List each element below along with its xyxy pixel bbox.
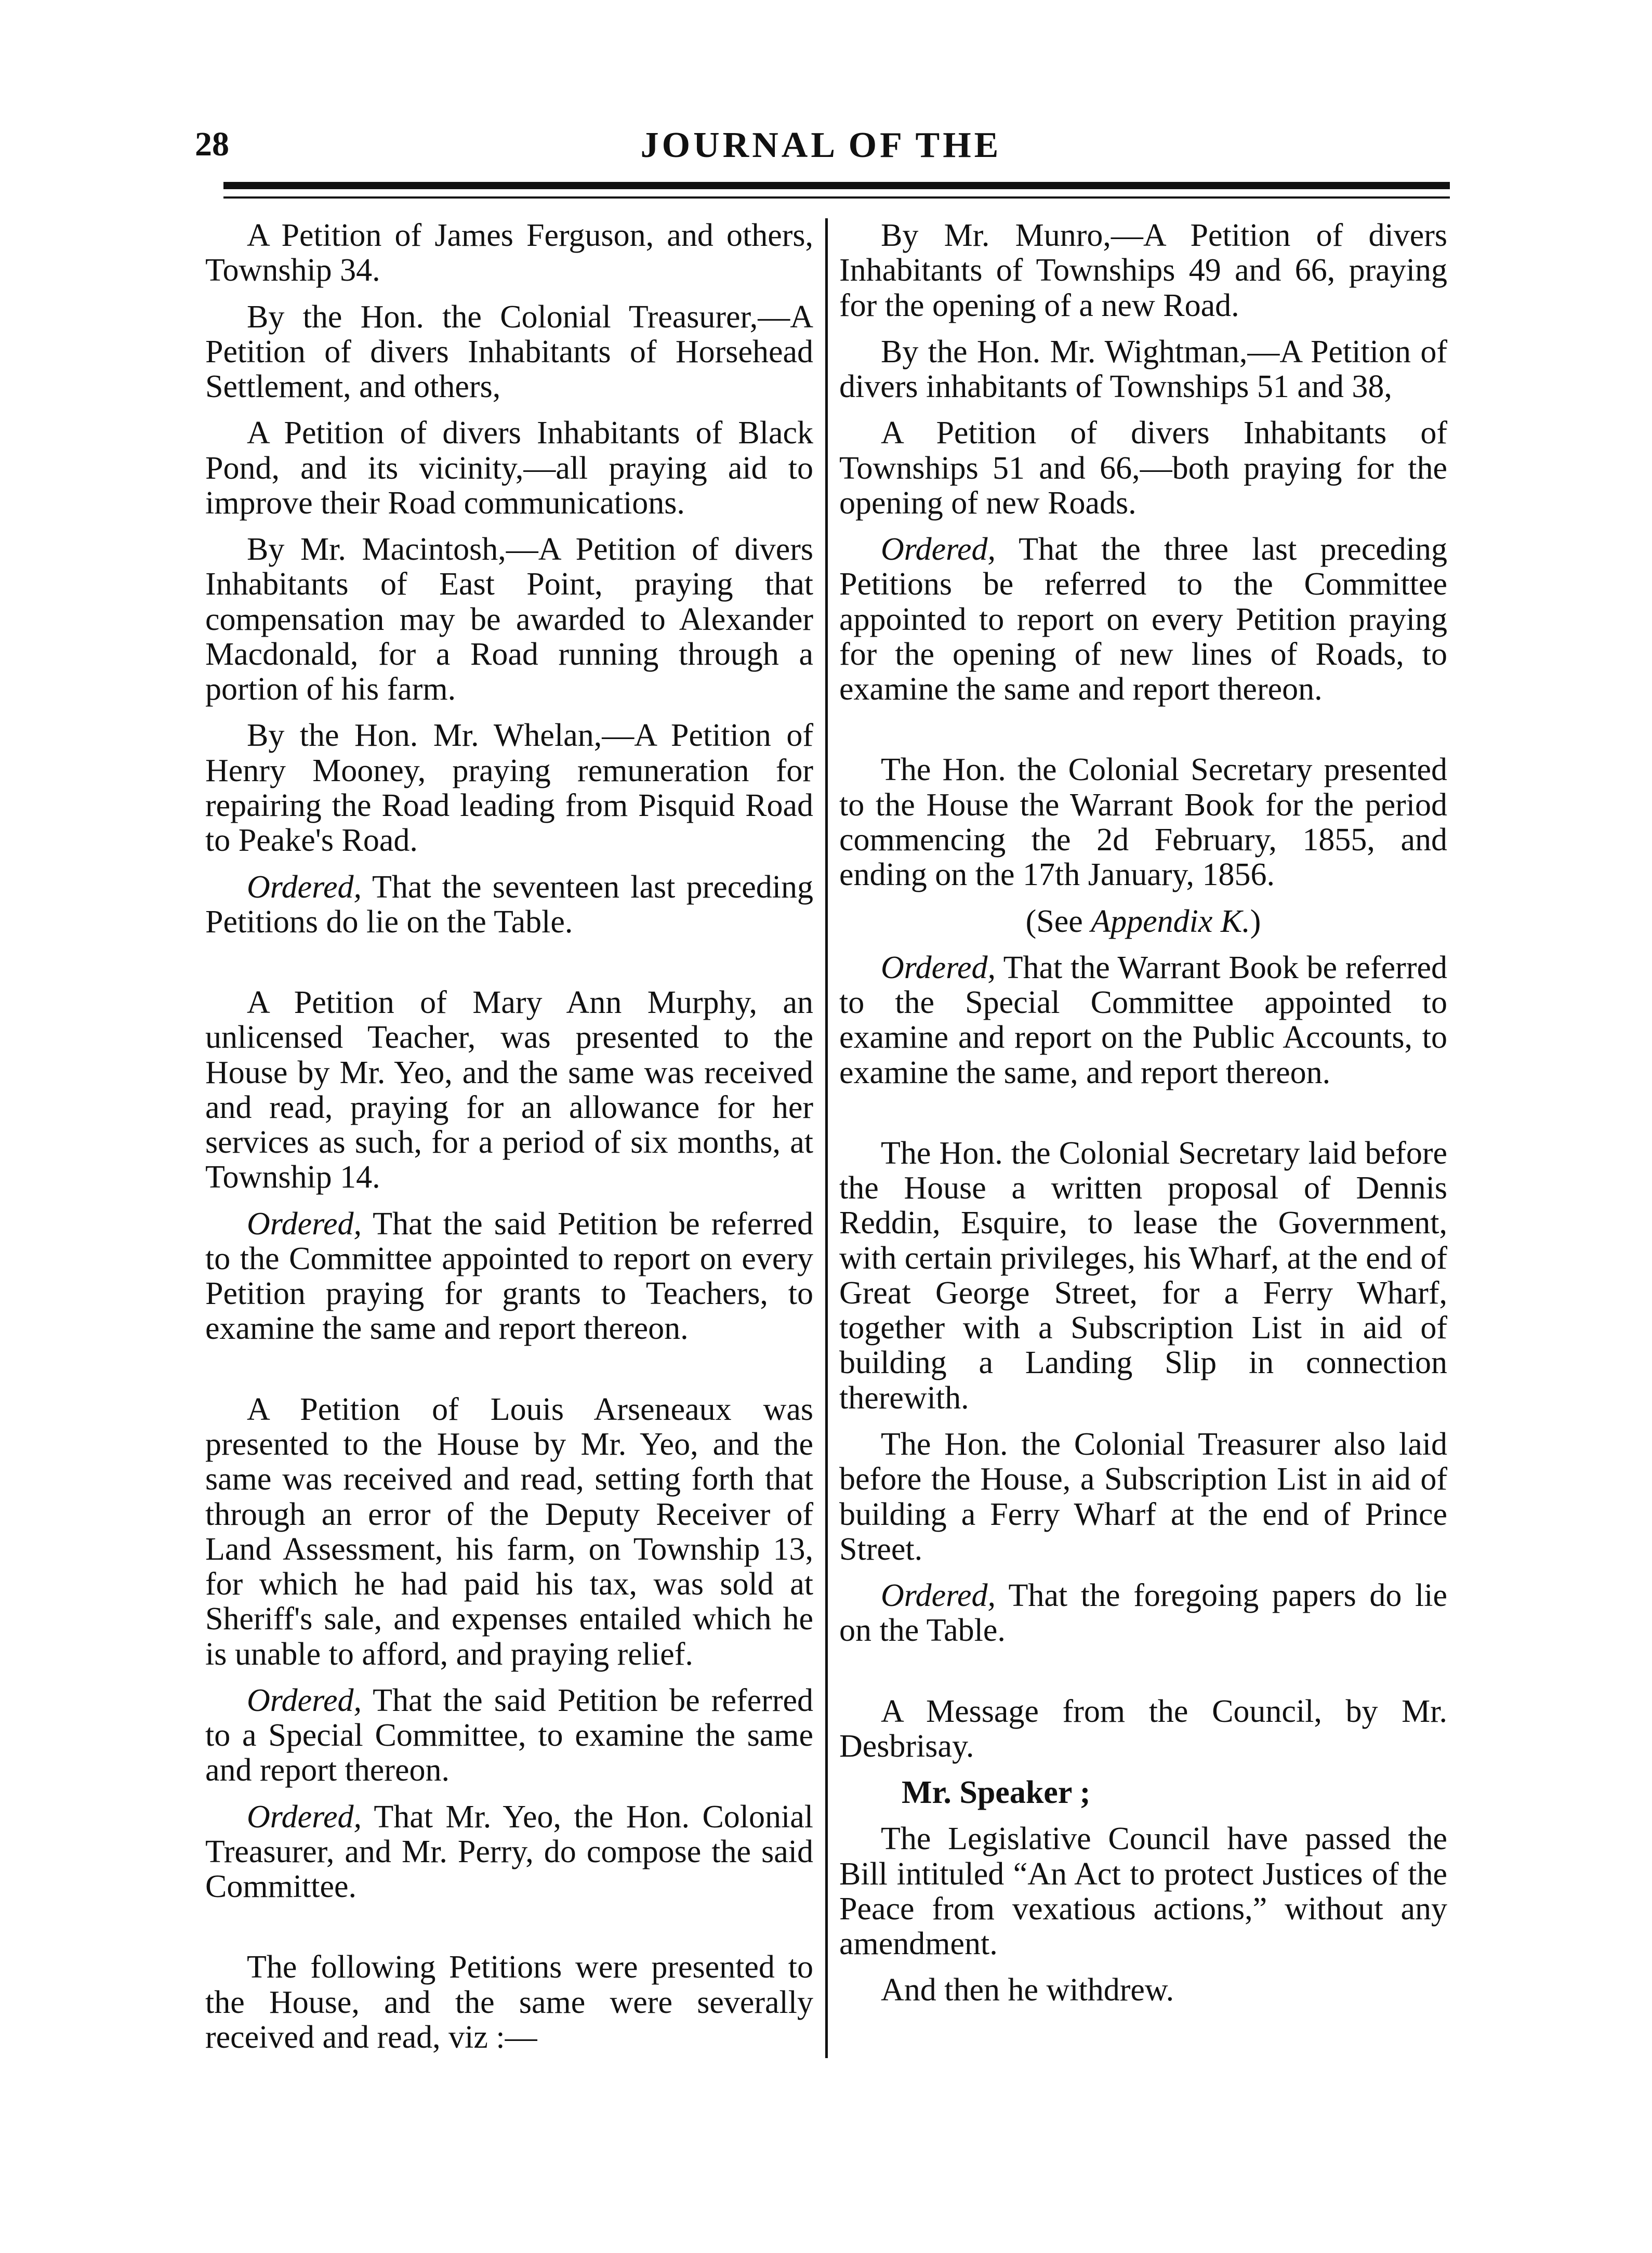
paragraph: A Petition of divers Inhabitants of Townships 51 and 66,—both praying for the opening of new Roads. — [839, 415, 1447, 521]
paragraph: The Hon. the Colonial Secretary presented to the House the Warrant Book for the period commencing the 2d February, 1855, and ending on the 17th January, 1856. — [839, 752, 1447, 893]
paragraph-text: That Mr. Yeo, the Hon. Colonial Treasurer, and Mr. Perry, do compose the said Committee. — [205, 1799, 813, 1905]
ordered-label: Ordered, — [881, 532, 996, 568]
paragraph-text: That the foregoing papers do lie on the Table. — [839, 1578, 1447, 1649]
paragraph: A Petition of divers Inhabitants of Black Pond, and its vicinity,—all praying aid to improve their Road communications. — [205, 415, 813, 521]
paragraph: A Petition of James Ferguson, and others, Township 34. — [205, 218, 813, 288]
ordered-paragraph — [205, 1207, 813, 1347]
paragraph: A Petition of Mary Ann Murphy, an unlicensed Teacher, was presented to the House by Mr. Yeo, and the same was received and read, praying for an allowance for her services as such, for a period of six months, at Township 14. — [205, 985, 813, 1195]
ordered-paragraph — [205, 1800, 813, 1905]
paragraph-text: That the seventeen last preceding Petitions do lie on the Table. — [205, 869, 813, 940]
paragraph: By the Hon. the Colonial Treasurer,—A Petition of divers Inhabitants of Horsehead Settlement, and others, — [205, 299, 813, 405]
header-rule-thin — [223, 196, 1450, 199]
paragraph: The Hon. the Colonial Treasurer also laid before the House, a Subscription List in aid of building a Ferry Wharf at the end of Prince Street. — [839, 1426, 1447, 1567]
column-divider — [825, 218, 828, 2058]
paragraph: The Hon. the Colonial Secretary laid before the House a written proposal of Dennis Reddin, Esquire, to lease the Government, with certain privileges, his Wharf, at the end of Great George Street, for a Ferry Wharf, together with a Subscription List in aid of building a Landing Slip in connection therewith. — [839, 1135, 1447, 1416]
message-paragraph: The Legislative Council have passed the Bill intituled “An Act to protect Justices of the Peace from vexatious actions,” without any amendment. — [839, 1821, 1447, 1962]
ordered-label: Ordered, — [247, 1799, 362, 1835]
ordered-paragraph — [839, 532, 1447, 707]
paragraph-text: That the three last preceding Petitions be referred to the Committee appointed to report on every Petition praying for the opening of new lines of Roads, to examine the same and report thereon. — [839, 532, 1447, 707]
ordered-paragraph — [839, 951, 1447, 1090]
message-paragraph: A Message from the Council, by Mr. Desbrisay. — [839, 1693, 1447, 1764]
left-column — [205, 218, 813, 2066]
appendix-prefix: (See — [1025, 903, 1091, 939]
paragraph-text: That the Warrant Book be referred to the Special Committee appointed to examine and report on the Public Accounts, to examine the same, and report thereon. — [839, 950, 1447, 1090]
paragraph: The following Petitions were presented to the House, and the same were severally received and read, viz :— — [205, 1949, 813, 2055]
header-rule-thick — [223, 182, 1450, 189]
ordered-label: Ordered, — [247, 1206, 362, 1242]
paragraph: By the Hon. Mr. Whelan,—A Petition of Henry Mooney, praying remuneration for repairing the Road leading from Pisquid Road to Peake's Road. — [205, 718, 813, 859]
message-paragraph: And then he withdrew. — [881, 1972, 1174, 2008]
paragraph: By Mr. Munro,—A Petition of divers Inhabitants of Townships 49 and 66, praying for the opening of a new Road. — [839, 218, 1447, 323]
ordered-paragraph — [205, 1683, 813, 1788]
page-number: 28 — [195, 125, 229, 163]
paragraph: By Mr. Macintosh,—A Petition of divers Inhabitants of East Point, praying that compensation may be awarded to Alexander Macdonald, for a Road running through a portion of his farm. — [205, 532, 813, 707]
paragraph-text: That the said Petition be referred to the Committee appointed to report on every Petition praying for grants to Teachers, to examine the same and report thereon. — [205, 1206, 813, 1347]
ordered-paragraph — [839, 1578, 1447, 1649]
ordered-label: Ordered, — [247, 1682, 362, 1718]
ordered-label: Ordered, — [881, 1578, 996, 1614]
ordered-label: Ordered, — [247, 869, 362, 905]
running-title: JOURNAL OF THE — [640, 125, 1002, 165]
ordered-label: Ordered, — [881, 950, 996, 985]
paragraph-text: That the said Petition be referred to a Special Committee, to examine the same and report thereon. — [205, 1682, 813, 1788]
page-header — [195, 125, 1447, 187]
salutation: Mr. Speaker ; — [902, 1775, 1091, 1811]
appendix-reference — [839, 904, 1447, 939]
paragraph: By the Hon. Mr. Wightman,—A Petition of divers inhabitants of Townships 51 and 38, — [839, 334, 1447, 405]
appendix-suffix: ) — [1250, 903, 1261, 939]
right-column — [839, 218, 1447, 2020]
appendix-link-text: Appendix K. — [1091, 903, 1250, 939]
paragraph: A Petition of Louis Arseneaux was presented to the House by Mr. Yeo, and the same was received and read, setting forth that through an error of the Deputy Receiver of Land Assessment, his farm, on Township 13, for which he had paid his tax, was sold at Sheriff's sale, and expenses entailed which he is unable to afford, and praying relief. — [205, 1391, 813, 1672]
ordered-paragraph — [205, 870, 813, 940]
